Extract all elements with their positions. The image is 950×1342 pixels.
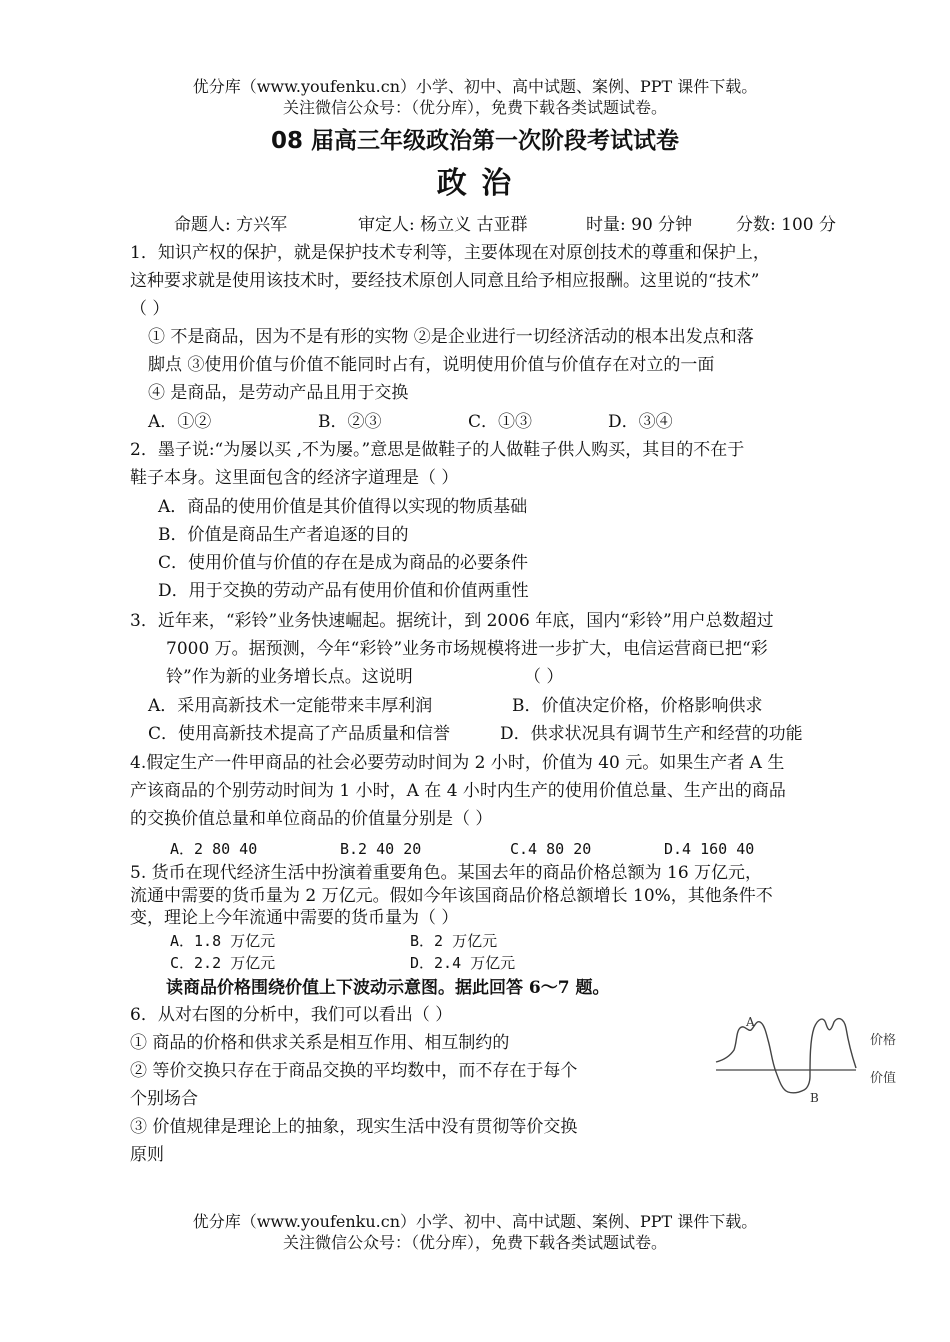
- exam-author: 命题人: 方兴军: [174, 215, 288, 235]
- q1-line-2: 这种要求就是使用该技术时，要经技术原创人同意且给予相应报酬。这里说的“技术”: [130, 271, 760, 291]
- q5-option-c: C．2.2 万亿元: [170, 954, 276, 972]
- q3-answer-blank: （ ）: [524, 667, 564, 687]
- q4-option-a: A．2 80 40: [170, 840, 258, 858]
- q3-option-c: C．使用高新技术提高了产品质量和信誉: [148, 724, 451, 744]
- subject-title: 政 治: [436, 166, 514, 201]
- q4-line-2: 产该商品的个别劳动时间为 1 小时，A 在 4 小时内生产的使用价值总量、生产出的商品: [130, 781, 786, 801]
- q2-option-c: C．使用价值与价值的存在是成为商品的必要条件: [158, 553, 529, 573]
- q6-line-4: 个别场合: [130, 1089, 198, 1109]
- q1-line-6: ④ 是商品，是劳动产品且用于交换: [148, 383, 409, 403]
- q3-line-1: 3．近年来，“彩铃”业务快速崛起。据统计，到 2006 年底，国内“彩铃”用户总数超过: [130, 611, 774, 631]
- q5-option-b: B．2 万亿元: [410, 932, 498, 950]
- exam-time: 时量: 90 分钟: [586, 215, 693, 235]
- q6-line-2: ① 商品的价格和供求关系是相互作用、相互制约的: [130, 1033, 510, 1053]
- q1-answer-blank: （ ）: [130, 299, 170, 319]
- header-line-1: 优分库（www.youfenku.cn）小学、初中、高中试题、案例、PPT 课件下载。: [192, 77, 758, 96]
- section-instruction: 读商品价格围绕价值上下波动示意图。据此回答 6～7 题。: [166, 978, 610, 998]
- q5-line-1: 5. 货币在现代经济生活中扮演着重要角色。某国去年的商品价格总额为 16 万亿元，: [130, 863, 763, 883]
- q4-option-b: B.2 40 20: [340, 840, 422, 858]
- q1-line-5: 脚点 ③使用价值与价值不能同时占有，说明使用价值与价值存在对立的一面: [148, 355, 715, 375]
- q5-option-a: A．1.8 万亿元: [170, 932, 276, 950]
- q2-line-2: 鞋子本身。这里面包含的经济字道理是（ ）: [130, 468, 459, 488]
- q3-line-2: 7000 万。据预测，今年“彩铃”业务市场规模将进一步扩大，电信运营商已把“彩: [166, 639, 768, 659]
- q3-option-b: B．价值决定价格，价格影响供求: [512, 696, 763, 716]
- footer-line-1: 优分库（www.youfenku.cn）小学、初中、高中试题、案例、PPT 课件下载。: [192, 1212, 758, 1231]
- q2-option-b: B．价值是商品生产者追逐的目的: [158, 525, 409, 545]
- q1-option-a: A．①②: [148, 412, 212, 432]
- footer-line-2: 关注微信公众号：（优分库），免费下载各类试题试卷。: [282, 1233, 667, 1252]
- value-label: 价值: [870, 1071, 897, 1086]
- exam-title: 08 届高三年级政治第一次阶段考试试卷: [270, 128, 679, 154]
- q6-line-1: 6．从对右图的分析中，我们可以看出（ ）: [130, 1005, 453, 1025]
- q1-option-d: D．③④: [608, 412, 673, 432]
- exam-reviewer: 审定人: 杨立义 古亚群: [358, 215, 528, 235]
- q1-option-b: B．②③: [318, 412, 382, 432]
- q4-line-3: 的交换价值总量和单位商品的价值量分别是（ ）: [130, 809, 493, 829]
- q6-line-6: 原则: [130, 1145, 164, 1165]
- q3-line-3: 铃”作为新的业务增长点。这说明: [166, 667, 413, 687]
- price-value-diagram: [706, 1010, 916, 1110]
- q1-line-1: 1．知识产权的保护，就是保护技术专利等，主要体现在对原创技术的尊重和保护上，: [130, 243, 770, 263]
- q6-line-3: ② 等价交换只存在于商品交换的平均数中，而不存在于每个: [130, 1061, 578, 1081]
- q2-line-1: 2．墨子说:“为屡以买 ,不为屡。”意思是做鞋子的人做鞋子供人购买，其目的不在于: [130, 440, 745, 460]
- q2-option-a: A．商品的使用价值是其价值得以实现的物质基础: [158, 497, 528, 517]
- header-line-2: 关注微信公众号：（优分库），免费下载各类试题试卷。: [282, 98, 667, 117]
- q5-option-d: D．2.4 万亿元: [410, 954, 516, 972]
- q6-line-5: ③ 价值规律是理论上的抽象，现实生活中没有贯彻等价交换: [130, 1117, 578, 1137]
- q5-line-3: 变，理论上今年流通中需要的货币量为（ ）: [130, 908, 459, 928]
- point-b-label: B: [810, 1091, 819, 1105]
- q4-option-c: C.4 80 20: [510, 840, 592, 858]
- q5-line-2: 流通中需要的货币量为 2 万亿元。假如今年该国商品价格总额增长 10%，其他条件不: [130, 886, 773, 906]
- point-a-label: A: [746, 1015, 755, 1029]
- q2-option-d: D．用于交换的劳动产品有使用价值和价值两重性: [158, 581, 529, 601]
- price-curve: [716, 1019, 856, 1093]
- q3-option-a: A．采用高新技术一定能带来丰厚利润: [148, 696, 433, 716]
- price-label: 价格: [870, 1033, 897, 1048]
- q1-option-c: C．①③: [468, 412, 533, 432]
- exam-score: 分数: 100 分: [736, 215, 836, 235]
- q4-line-1: 4.假定生产一件甲商品的社会必要劳动时间为 2 小时，价值为 40 元。如果生产者 A 生: [130, 753, 785, 773]
- q1-line-4: ① 不是商品，因为不是有形的实物 ②是企业进行一切经济活动的根本出发点和落: [148, 327, 754, 347]
- q3-option-d: D．供求状况具有调节生产和经营的功能: [500, 724, 803, 744]
- q4-option-d: D.4 160 40: [664, 840, 755, 858]
